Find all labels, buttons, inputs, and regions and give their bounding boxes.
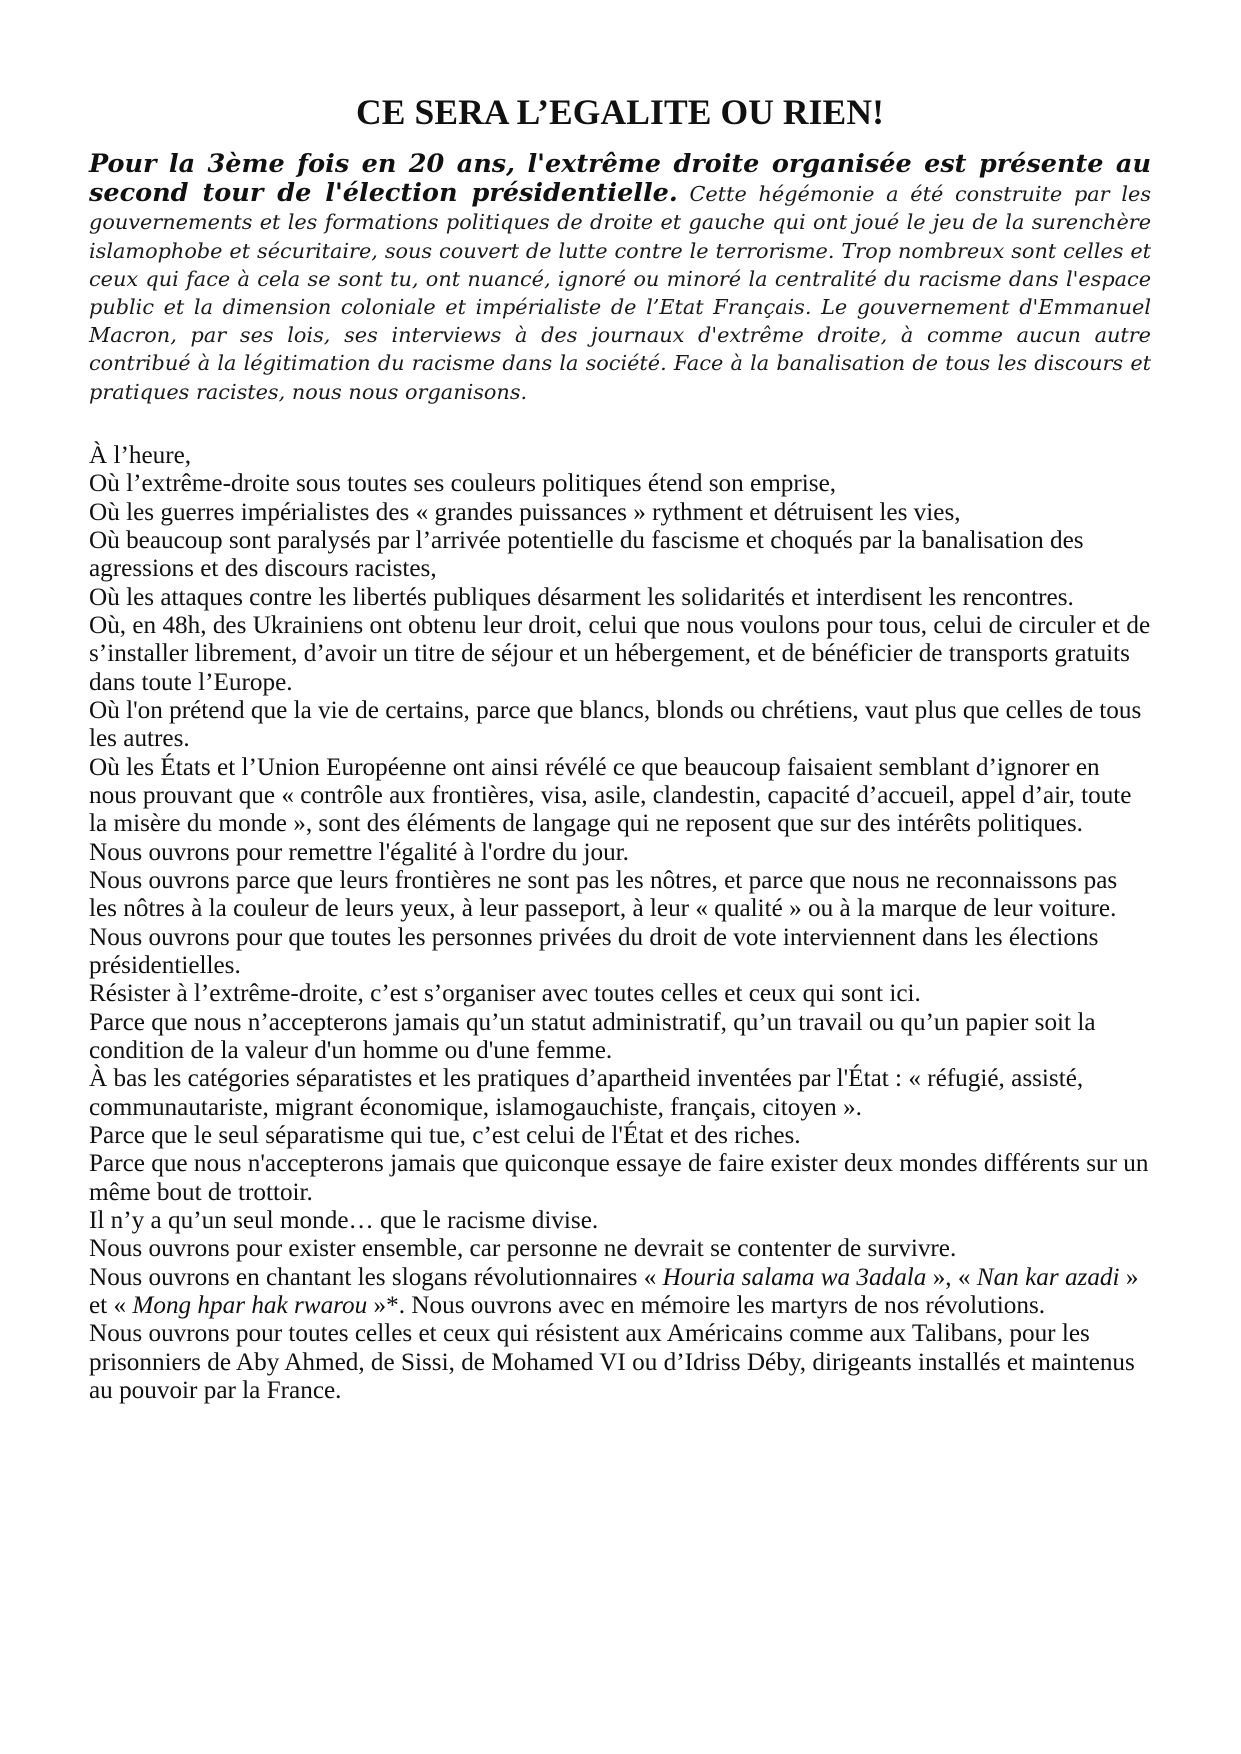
paragraph: Parce que le seul séparatisme qui tue, c’est celui de l'État et des riches. [89,1122,801,1150]
intro-lead: Pour la 3ème fois en 20 ans, l'extrême droite organisée est présente au second tour de l'élection présidentielle. [89,149,1151,209]
paragraph: Où les attaques contre les libertés publiques désarment les solidarités et interdisent les rencontres. [89,583,1074,611]
slogans-paragraph [89,1264,1151,1321]
paragraph: Il n’y a qu’un seul monde… que le racisme divise. [89,1207,599,1235]
body-text [89,442,1151,1406]
slogans-text-mid1: », « [926,1263,977,1291]
slogans-text-after: »*. Nous ouvrons avec en mémoire les martyrs de nos révolutions. [367,1292,1046,1320]
paragraph: Parce que nous n’accepterons jamais qu’un statut administratif, qu’un travail ou qu’un papier soit la condition de la valeur d'un homme ou d'une femme. [89,1008,1096,1065]
slogan-2: Nan kar azadi [976,1263,1120,1291]
paragraph: Nous ouvrons pour que toutes les personnes privées du droit de vote interviennent dans les élections présidentielles. [89,923,1099,980]
paragraph: Parce que nous n'accepterons jamais que quiconque essaye de faire exister deux mondes différents sur un même bout de trottoir. [89,1150,1149,1206]
paragraph: Où les guerres impérialistes des « grandes puissances » rythment et détruisent les vies, [89,498,961,526]
paragraph: Nous ouvrons pour exister ensemble, car personne ne devrait se contenter de survivre. [89,1235,957,1263]
document-title: CE SERA L’EGALITE OU RIEN! [355,92,884,132]
intro-text: Cette hégémonie a été construite par les gouvernements et les formations politiques de droite et gauche qui ont joué le jeu de la surenchère islamophobe et sécuritaire, sous couvert de lutte contre le terrorisme. Trop nombreux sont celles et ceux qui face à cela se sont tu, ont nuancé, ignoré ou minoré la centralité du racisme dans l'espace public et la dimension coloniale et impérialiste de l’Etat Français. Le gouvernement d'Emmanuel Macron, par ses lois, ses interviews à des journaux d'extrême droite, à comme aucun autre contribué à la légitimation du racisme dans la société. Face à la banalisation de tous les discours et pratiques racistes, nous nous organisons. [89,182,1151,404]
paragraph: À bas les catégories séparatistes et les pratiques d’apartheid inventées par l'État : « réfugié, assisté, communautariste, migrant économique, islamogauchiste, français, citoyen ». [89,1065,1084,1121]
slogans-text-mid2: » et « [89,1263,1139,1320]
last-paragraph: Nous ouvrons pour toutes celles et ceux qui résistent aux Américains comme aux Talibans, pour les prisonniers de Aby Ahmed, de Sissi, de Mohamed VI ou d’Idriss Déby, dirigeants installés et maintenus au pouvoir par la France. [89,1320,1135,1405]
intro-paragraph [89,150,1151,406]
paragraph: À l’heure, [89,441,192,469]
paragraph: Résister à l’extrême-droite, c’est s’organiser avec toutes celles et ceux qui sont ici. [89,980,921,1008]
paragraph: Nous ouvrons parce que leurs frontières ne sont pas les nôtres, et parce que nous ne reconnaissons pas les nôtres à la couleur de leurs yeux, à leur passeport, à leur « qualité » ou à la marque de leur voiture. [89,866,1118,923]
paragraph: Où l’extrême-droite sous toutes ses couleurs politiques étend son emprise, [89,470,837,498]
slogan-1: Houria salama wa 3adala [662,1263,927,1291]
slogans-text-before: Nous ouvrons en chantant les slogans révolutionnaires « [89,1263,663,1291]
paragraph: Où l'on prétend que la vie de certains, parce que blancs, blonds ou chrétiens, vaut plus que celles de tous les autres. [89,696,1142,753]
paragraph: Où, en 48h, des Ukrainiens ont obtenu leur droit, celui que nous voulons pour tous, celui de circuler et de s’installer librement, d’avoir un titre de séjour et un hébergement, et de bénéficier de transports gratuits dans toute l’Europe. [89,611,1151,696]
paragraph: Nous ouvrons pour remettre l'égalité à l'ordre du jour. [89,838,629,866]
slogan-3: Mong hpar hak rwarou [132,1292,368,1320]
paragraph: Où les États et l’Union Européenne ont ainsi révélé ce que beaucoup faisaient semblant d’ignorer en nous prouvant que « contrôle aux frontières, visa, asile, clandestin, capacité d’accueil, appel d’air, toute la misère du monde », sont des éléments de langage qui ne reposent que sur des intérêts politiques. [89,753,1132,838]
paragraph: Où beaucoup sont paralysés par l’arrivée potentielle du fascisme et choqués par la banalisation des agressions et des discours racistes, [89,526,1084,583]
